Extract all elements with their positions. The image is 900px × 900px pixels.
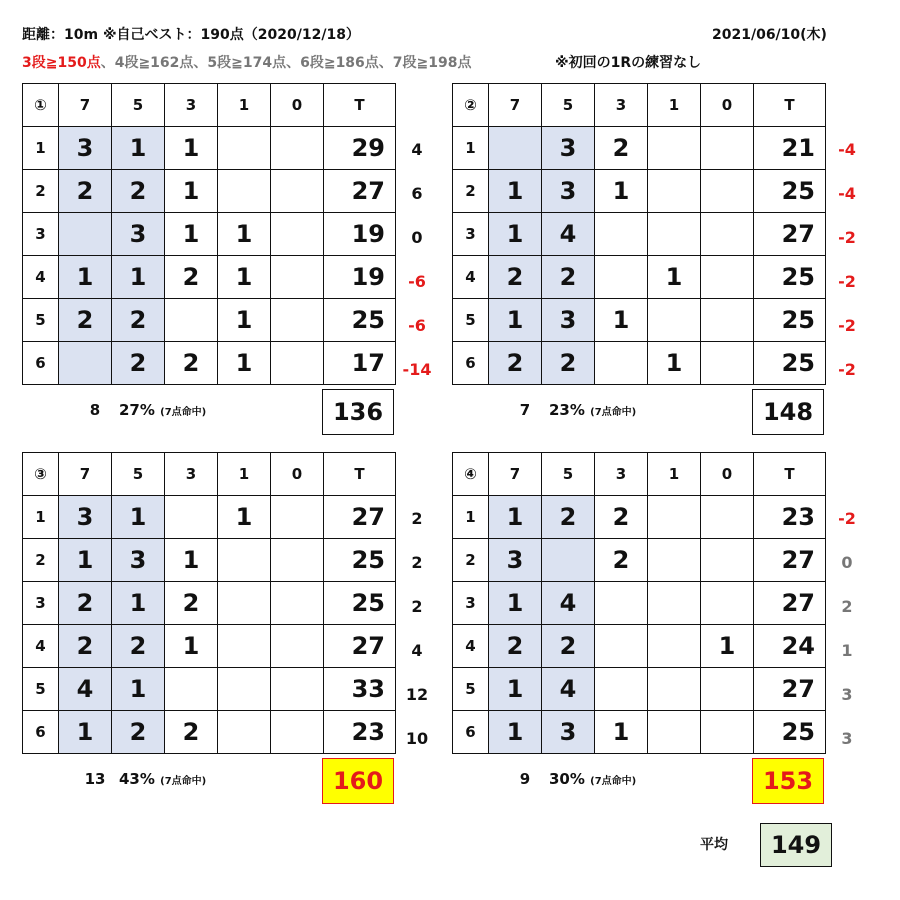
hit-count-5: 4 — [542, 668, 595, 711]
hit-count-0 — [701, 170, 754, 213]
hit-count-0 — [271, 342, 324, 385]
hit-count-1 — [648, 711, 701, 754]
hit-count-5: 2 — [112, 342, 165, 385]
end-total: 33 — [324, 668, 396, 711]
seven-hit-note: (7点命中) — [160, 776, 207, 787]
score-diff: -2 — [838, 360, 856, 379]
hit-count-0 — [271, 127, 324, 170]
column-header: 5 — [542, 84, 595, 127]
column-header: 7 — [59, 453, 112, 496]
hit-count-0 — [701, 711, 754, 754]
hit-count-5: 2 — [542, 256, 595, 299]
hit-count-0 — [701, 582, 754, 625]
end-number: 6 — [453, 342, 489, 385]
table-row — [23, 539, 396, 582]
hit-count-7: 1 — [59, 711, 112, 754]
hit-count-3: 1 — [165, 625, 218, 668]
column-header: 7 — [489, 84, 542, 127]
hit-count-1 — [218, 539, 271, 582]
hit-count-1 — [648, 127, 701, 170]
hit-count-1 — [218, 625, 271, 668]
hit-count-1: 1 — [218, 496, 271, 539]
end-total: 23 — [324, 711, 396, 754]
score-diff: 0 — [411, 228, 423, 247]
end-total: 27 — [324, 625, 396, 668]
round-label: ③ — [23, 453, 59, 496]
hit-count-3: 1 — [595, 299, 648, 342]
hit-count-3: 2 — [165, 582, 218, 625]
rank-thresholds — [22, 52, 471, 72]
hit-count-1: 1 — [218, 342, 271, 385]
hit-count-1: 1 — [218, 213, 271, 256]
seven-hit-percent: 30% — [549, 770, 591, 788]
end-number: 4 — [453, 256, 489, 299]
end-total: 27 — [754, 668, 826, 711]
hit-count-7: 2 — [59, 299, 112, 342]
hit-count-3: 1 — [595, 170, 648, 213]
score-diff: 3 — [841, 729, 853, 748]
hit-count-0 — [271, 256, 324, 299]
end-total: 25 — [754, 342, 826, 385]
end-total: 27 — [324, 170, 396, 213]
hit-count-5: 2 — [542, 625, 595, 668]
score-diff: 2 — [411, 597, 423, 616]
hit-count-1 — [648, 625, 701, 668]
hit-count-7 — [59, 213, 112, 256]
hit-count-3: 1 — [165, 127, 218, 170]
hit-count-0 — [271, 213, 324, 256]
hit-count-1 — [648, 170, 701, 213]
end-total: 24 — [754, 625, 826, 668]
score-diff: -2 — [838, 316, 856, 335]
end-total: 25 — [754, 170, 826, 213]
column-header: 7 — [489, 453, 542, 496]
hit-count-7: 3 — [59, 127, 112, 170]
hit-count-5: 4 — [542, 582, 595, 625]
note-label: ※初回の1Rの練習なし — [555, 55, 702, 71]
hit-count-0 — [271, 496, 324, 539]
hit-summary — [77, 770, 206, 788]
hit-count-3 — [165, 299, 218, 342]
hit-count-3: 2 — [165, 256, 218, 299]
score-diff: -6 — [408, 272, 426, 291]
score-diff: 1 — [841, 641, 853, 660]
end-number: 3 — [23, 213, 59, 256]
header-row — [23, 453, 396, 496]
end-number: 3 — [23, 582, 59, 625]
hit-count-0 — [271, 539, 324, 582]
hit-count-5: 2 — [542, 496, 595, 539]
hit-count-3: 1 — [595, 711, 648, 754]
table-row — [453, 299, 826, 342]
score-diff: 3 — [841, 685, 853, 704]
hit-count-3: 2 — [165, 711, 218, 754]
end-total: 23 — [754, 496, 826, 539]
hit-count-3: 1 — [165, 539, 218, 582]
hit-count-0 — [271, 299, 324, 342]
end-number: 5 — [453, 299, 489, 342]
hit-count-3 — [595, 256, 648, 299]
hit-count-0 — [701, 668, 754, 711]
end-number: 5 — [23, 668, 59, 711]
hit-count-3: 1 — [165, 170, 218, 213]
column-header: 5 — [112, 84, 165, 127]
score-diff: -6 — [408, 316, 426, 335]
end-total: 25 — [324, 582, 396, 625]
column-header: 1 — [648, 84, 701, 127]
hit-count-1 — [218, 127, 271, 170]
round-table-4 — [452, 452, 826, 754]
hit-count-0: 1 — [701, 625, 754, 668]
hit-count-7: 2 — [59, 170, 112, 213]
table-row — [453, 213, 826, 256]
hit-count-0 — [271, 582, 324, 625]
end-total: 21 — [754, 127, 826, 170]
hit-count-1 — [218, 711, 271, 754]
column-header: T — [324, 84, 396, 127]
round-total: 153 — [752, 758, 824, 804]
end-total: 29 — [324, 127, 396, 170]
hit-count-1 — [648, 496, 701, 539]
hit-count-1 — [648, 213, 701, 256]
hit-count-3 — [165, 668, 218, 711]
table-row — [453, 625, 826, 668]
table-row — [453, 582, 826, 625]
score-diff: -2 — [838, 272, 856, 291]
hit-count-5: 2 — [112, 170, 165, 213]
column-header: 1 — [648, 453, 701, 496]
hit-count-3: 2 — [165, 342, 218, 385]
end-total: 27 — [754, 539, 826, 582]
column-header: 0 — [271, 453, 324, 496]
hit-count-7: 1 — [489, 496, 542, 539]
hit-count-7: 3 — [489, 539, 542, 582]
column-header: 5 — [112, 453, 165, 496]
hit-count-3: 2 — [595, 496, 648, 539]
end-total: 25 — [754, 711, 826, 754]
hit-count-5: 3 — [112, 539, 165, 582]
hit-count-7: 1 — [59, 256, 112, 299]
hit-count-0 — [701, 256, 754, 299]
end-number: 3 — [453, 582, 489, 625]
end-number: 2 — [453, 170, 489, 213]
hit-count-3 — [595, 342, 648, 385]
hit-count-1: 1 — [218, 256, 271, 299]
score-diff: -4 — [838, 184, 856, 203]
seven-hit-count: 9 — [519, 770, 531, 788]
end-total: 27 — [754, 582, 826, 625]
hit-count-0 — [271, 711, 324, 754]
hit-count-1 — [218, 170, 271, 213]
hit-count-0 — [701, 342, 754, 385]
score-diff: 4 — [411, 140, 423, 159]
end-total: 17 — [324, 342, 396, 385]
table-row — [23, 213, 396, 256]
score-diff: 6 — [411, 184, 423, 203]
hit-count-5: 4 — [542, 213, 595, 256]
hit-count-7: 2 — [489, 256, 542, 299]
hit-summary — [507, 770, 636, 788]
table-row — [453, 496, 826, 539]
round-total: 136 — [322, 389, 394, 435]
round-total: 160 — [322, 758, 394, 804]
table-row — [453, 256, 826, 299]
table-row — [23, 299, 396, 342]
round-table-2 — [452, 83, 826, 385]
end-number: 4 — [23, 625, 59, 668]
hit-count-7: 2 — [489, 342, 542, 385]
score-diff: -2 — [838, 509, 856, 528]
hit-count-5: 2 — [112, 299, 165, 342]
round-label: ② — [453, 84, 489, 127]
hit-count-0 — [701, 213, 754, 256]
score-diff: 12 — [405, 685, 429, 704]
hit-count-7: 2 — [59, 625, 112, 668]
hit-count-0 — [701, 496, 754, 539]
hit-count-5: 3 — [542, 711, 595, 754]
hit-count-5: 3 — [542, 299, 595, 342]
end-number: 5 — [23, 299, 59, 342]
round-total: 148 — [752, 389, 824, 435]
column-header: T — [754, 453, 826, 496]
hit-count-5: 1 — [112, 668, 165, 711]
table-row — [453, 342, 826, 385]
end-total: 19 — [324, 256, 396, 299]
hit-count-5: 1 — [112, 127, 165, 170]
hit-summary — [507, 401, 636, 419]
seven-hit-percent: 27% — [119, 401, 161, 419]
rank-3dan-threshold: 3段≧150点 — [22, 55, 101, 71]
seven-hit-count: 8 — [89, 401, 101, 419]
hit-count-3: 2 — [595, 127, 648, 170]
hit-count-7: 4 — [59, 668, 112, 711]
hit-count-0 — [701, 299, 754, 342]
hit-count-7: 1 — [489, 711, 542, 754]
hit-count-0 — [701, 127, 754, 170]
table-row — [23, 342, 396, 385]
hit-count-7 — [59, 342, 112, 385]
column-header: 1 — [218, 453, 271, 496]
header-row — [23, 84, 396, 127]
end-number: 6 — [453, 711, 489, 754]
end-number: 1 — [453, 127, 489, 170]
hit-count-5: 2 — [112, 711, 165, 754]
distance-best-line: 距離：10m ※自己ベスト：190点（2020/12/18） — [22, 27, 360, 43]
score-diff: 4 — [411, 641, 423, 660]
end-total: 27 — [324, 496, 396, 539]
hit-count-7: 2 — [489, 625, 542, 668]
hit-count-3 — [595, 582, 648, 625]
average-label: 平均 — [700, 837, 728, 853]
score-diff: -4 — [838, 140, 856, 159]
column-header: 5 — [542, 453, 595, 496]
end-total: 25 — [754, 299, 826, 342]
hit-count-5: 3 — [112, 213, 165, 256]
column-header: 3 — [165, 84, 218, 127]
column-header: 0 — [701, 453, 754, 496]
end-number: 1 — [453, 496, 489, 539]
score-diff: -14 — [402, 360, 432, 379]
end-number: 2 — [453, 539, 489, 582]
hit-count-7: 1 — [489, 668, 542, 711]
table-row — [453, 668, 826, 711]
header-row — [453, 84, 826, 127]
column-header: 7 — [59, 84, 112, 127]
hit-count-3 — [595, 213, 648, 256]
hit-count-7: 1 — [489, 299, 542, 342]
table-row — [23, 668, 396, 711]
round-table-1 — [22, 83, 396, 385]
seven-hit-note: (7点命中) — [590, 407, 637, 418]
round-label: ① — [23, 84, 59, 127]
hit-count-1: 1 — [648, 342, 701, 385]
hit-count-5: 1 — [112, 582, 165, 625]
end-total: 25 — [754, 256, 826, 299]
rank-other-thresholds: 、4段≧162点、5段≧174点、6段≧186点、7段≧198点 — [100, 55, 472, 71]
hit-count-5: 2 — [542, 342, 595, 385]
table-row — [23, 127, 396, 170]
column-header: 0 — [701, 84, 754, 127]
hit-count-5: 3 — [542, 127, 595, 170]
hit-count-0 — [271, 625, 324, 668]
end-number: 4 — [23, 256, 59, 299]
column-header: 3 — [595, 453, 648, 496]
hit-count-1 — [218, 582, 271, 625]
end-number: 3 — [453, 213, 489, 256]
table-row — [453, 539, 826, 582]
round-table-3 — [22, 452, 396, 754]
hit-count-7: 1 — [489, 170, 542, 213]
column-header: 1 — [218, 84, 271, 127]
hit-count-5: 1 — [112, 256, 165, 299]
table-row — [453, 170, 826, 213]
end-number: 1 — [23, 496, 59, 539]
hit-count-5: 3 — [542, 170, 595, 213]
hit-count-7 — [489, 127, 542, 170]
hit-count-3 — [595, 625, 648, 668]
seven-hit-count: 13 — [84, 770, 106, 788]
hit-count-1 — [648, 539, 701, 582]
hit-count-5 — [542, 539, 595, 582]
end-number: 4 — [453, 625, 489, 668]
hit-count-0 — [701, 539, 754, 582]
hit-count-5: 1 — [112, 496, 165, 539]
column-header: 3 — [165, 453, 218, 496]
seven-hit-note: (7点命中) — [590, 776, 637, 787]
hit-count-3: 1 — [165, 213, 218, 256]
score-diff: -2 — [838, 228, 856, 247]
date-label: 2021/06/10(木) — [712, 27, 827, 43]
hit-count-0 — [271, 668, 324, 711]
round-label: ④ — [453, 453, 489, 496]
column-header: 0 — [271, 84, 324, 127]
score-diff: 0 — [841, 553, 853, 572]
hit-count-7: 2 — [59, 582, 112, 625]
hit-count-1: 1 — [218, 299, 271, 342]
table-row — [23, 496, 396, 539]
end-total: 25 — [324, 299, 396, 342]
hit-count-1 — [648, 668, 701, 711]
hit-count-0 — [271, 170, 324, 213]
end-total: 27 — [754, 213, 826, 256]
seven-hit-percent: 23% — [549, 401, 591, 419]
column-header: T — [324, 453, 396, 496]
score-diff: 2 — [411, 553, 423, 572]
end-number: 6 — [23, 342, 59, 385]
end-number: 6 — [23, 711, 59, 754]
end-number: 2 — [23, 170, 59, 213]
seven-hit-count: 7 — [519, 401, 531, 419]
hit-count-1 — [648, 582, 701, 625]
score-diff: 10 — [405, 729, 429, 748]
hit-count-7: 3 — [59, 496, 112, 539]
end-number: 2 — [23, 539, 59, 582]
seven-hit-note: (7点命中) — [160, 407, 207, 418]
column-header: 3 — [595, 84, 648, 127]
table-row — [453, 711, 826, 754]
table-row — [23, 711, 396, 754]
score-diff: 2 — [841, 597, 853, 616]
hit-count-3 — [595, 668, 648, 711]
table-row — [23, 625, 396, 668]
hit-count-7: 1 — [59, 539, 112, 582]
score-diff: 2 — [411, 509, 423, 528]
table-row — [453, 127, 826, 170]
seven-hit-percent: 43% — [119, 770, 161, 788]
hit-count-7: 1 — [489, 213, 542, 256]
hit-count-1 — [218, 668, 271, 711]
average-total: 149 — [760, 823, 832, 867]
end-number: 5 — [453, 668, 489, 711]
table-row — [23, 256, 396, 299]
hit-count-3: 2 — [595, 539, 648, 582]
column-header: T — [754, 84, 826, 127]
hit-count-3 — [165, 496, 218, 539]
hit-count-5: 2 — [112, 625, 165, 668]
table-row — [23, 582, 396, 625]
hit-count-1 — [648, 299, 701, 342]
end-number: 1 — [23, 127, 59, 170]
header-row — [453, 453, 826, 496]
end-total: 19 — [324, 213, 396, 256]
hit-count-7: 1 — [489, 582, 542, 625]
end-total: 25 — [324, 539, 396, 582]
table-row — [23, 170, 396, 213]
hit-summary — [77, 401, 206, 419]
hit-count-1: 1 — [648, 256, 701, 299]
